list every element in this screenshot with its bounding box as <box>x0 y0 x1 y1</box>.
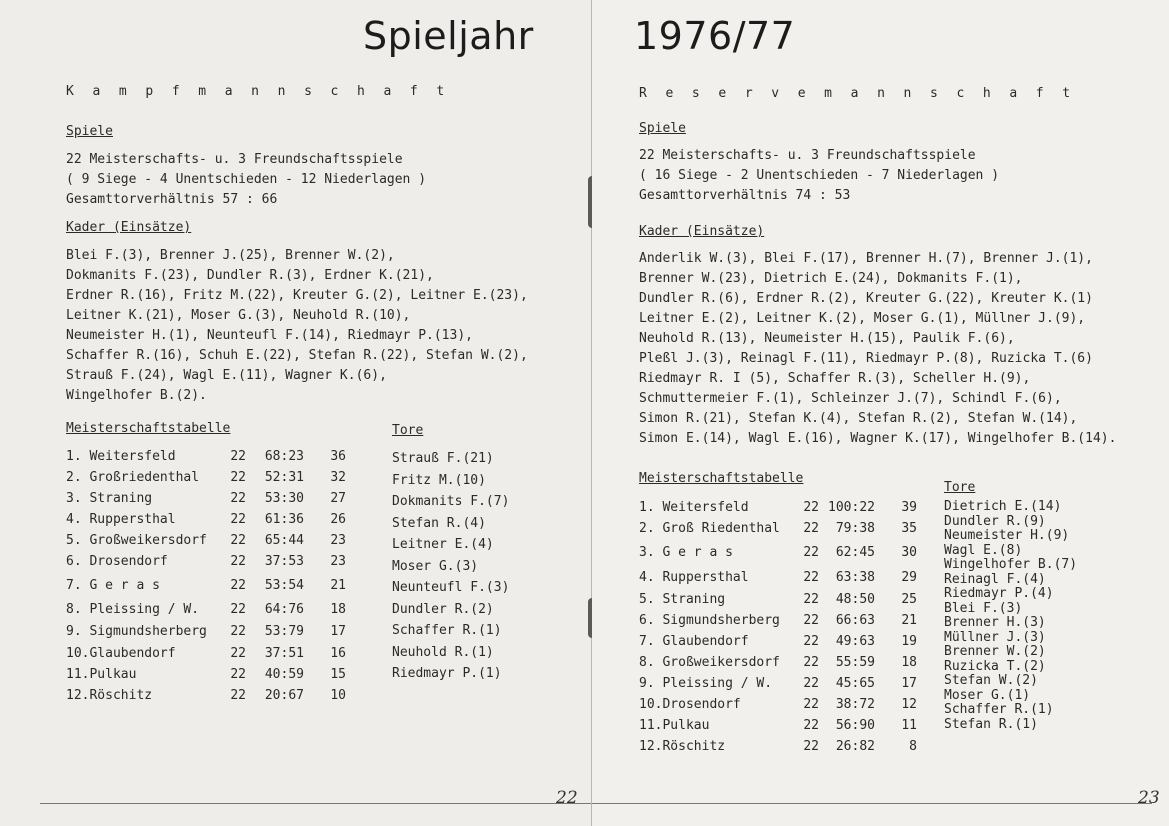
page-number-left: 22 <box>556 788 578 808</box>
table-cell-points: 18 <box>901 655 917 670</box>
squad-line: Blei F.(3), Brenner J.(25), Brenner W.(2), <box>66 248 395 263</box>
table-row <box>66 620 346 642</box>
table-cell-points: 21 <box>901 613 917 628</box>
table-cell-points: 25 <box>901 592 917 607</box>
table-cell-team: 3. Straning <box>66 491 153 506</box>
footer-rule <box>592 803 1152 804</box>
table-cell-games: 22 <box>230 688 246 703</box>
table-row <box>639 566 917 589</box>
table-row <box>66 446 346 467</box>
squad-line: Leitner E.(2), Leitner K.(2), Moser G.(1), Müllner J.(9), <box>639 311 1086 326</box>
table-cell-team: 9. Sigmundsherberg <box>66 623 207 639</box>
squad-line: Leitner K.(21), Moser G.(3), Neuhold R.(10), <box>66 308 411 323</box>
scorer-item: Brenner W.(2) <box>944 644 1046 659</box>
table-cell-points: 23 <box>330 533 346 548</box>
table-cell-goals: 62:45 <box>835 545 875 560</box>
table-cell-goals: 37:53 <box>264 554 304 569</box>
table-cell-points: 15 <box>330 667 346 682</box>
table-row <box>639 539 917 566</box>
table-cell-team: 11.Pulkau <box>639 718 710 733</box>
table-cell-goals: 66:63 <box>835 613 875 628</box>
table-cell-goals: 53:30 <box>264 491 304 506</box>
squad-heading: Kader (Einsätze) <box>639 224 765 239</box>
team-heading: R e s e r v e m a n n s c h a f t <box>639 86 1076 101</box>
squad-line: Erdner R.(16), Fritz M.(22), Kreuter G.(2), Leitner E.(23), <box>66 288 528 303</box>
table-row <box>639 518 917 539</box>
table-cell-games: 22 <box>230 512 246 527</box>
scorer-item: Reinagl F.(4) <box>944 571 1046 587</box>
table-cell-goals: 49:63 <box>835 634 875 649</box>
table-cell-goals: 53:79 <box>264 623 304 639</box>
table-cell-games: 22 <box>803 655 819 670</box>
table-cell-team: 10.Drosendorf <box>639 697 741 712</box>
squad-heading: Kader (Einsätze) <box>66 220 192 235</box>
table-cell-games: 22 <box>230 601 246 617</box>
scorer-item: Moser G.(3) <box>392 558 479 574</box>
scorer-item: Stefan R.(4) <box>392 515 486 531</box>
table-cell-team: 8. Pleissing / W. <box>66 601 200 617</box>
table-row <box>639 736 917 757</box>
scorer-item: Dundler R.(9) <box>944 513 1046 529</box>
squad-line: Neumeister H.(1), Neunteufl F.(14), Riedmayr P.(13), <box>66 328 473 343</box>
squad-line: Pleßl J.(3), Reinagl F.(11), Riedmayr P.(8), Ruzicka T.(6) <box>639 351 1093 366</box>
games-heading: Spiele <box>66 124 113 139</box>
table-row <box>66 572 346 598</box>
table-row <box>66 664 346 685</box>
table-cell-goals: 26:82 <box>835 739 875 754</box>
table-cell-goals: 40:59 <box>264 667 304 682</box>
table-cell-goals: 64:76 <box>264 601 304 617</box>
table-cell-points: 18 <box>330 601 346 617</box>
table-cell-points: 19 <box>901 634 917 649</box>
games-summary <box>66 150 426 210</box>
table-cell-points: 29 <box>901 570 917 585</box>
squad-line: Schmuttermeier F.(1), Schleinzer J.(7), Schindl F.(6), <box>639 391 1062 406</box>
scorer-item: Dietrich E.(14) <box>944 499 1062 514</box>
table-cell-team: 6. Sigmundsherberg <box>639 613 780 628</box>
table-cell-points: 27 <box>330 491 346 506</box>
table-cell-points: 36 <box>330 449 346 464</box>
scorers-list <box>944 500 1077 732</box>
games-heading: Spiele <box>639 121 686 136</box>
league-table <box>66 446 346 706</box>
table-cell-points: 23 <box>330 554 346 569</box>
table-cell-goals: 20:67 <box>264 688 304 703</box>
scorers-heading: Tore <box>944 480 976 495</box>
table-cell-team: 2. Groß Riedenthal <box>639 521 780 536</box>
table-cell-points: 10 <box>330 688 346 703</box>
games-line: Gesamttorverhältnis 57 : 66 <box>66 192 278 207</box>
scorer-item: Stefan W.(2) <box>944 673 1038 688</box>
table-cell-goals: 79:38 <box>835 521 875 536</box>
scorer-item: Wagl E.(8) <box>944 542 1023 558</box>
table-cell-games: 22 <box>803 739 819 754</box>
footer-rule <box>40 803 592 804</box>
table-row <box>66 488 346 509</box>
table-cell-goals: 38:72 <box>835 697 875 712</box>
scorer-item: Brenner H.(3) <box>944 615 1046 630</box>
table-cell-team: 4. Ruppersthal <box>66 512 176 527</box>
table-cell-games: 22 <box>230 533 246 548</box>
table-cell-team: 11.Pulkau <box>66 667 137 682</box>
table-cell-games: 22 <box>803 545 819 560</box>
table-cell-team: 9. Pleissing / W. <box>639 676 773 691</box>
scorer-item: Schaffer R.(1) <box>944 702 1054 717</box>
table-cell-games: 22 <box>230 491 246 506</box>
squad-line: Simon R.(21), Stefan K.(4), Stefan R.(2), Stefan W.(14), <box>639 411 1078 426</box>
scorer-item: Stefan R.(1) <box>944 716 1038 732</box>
scorer-item: Neuhold R.(1) <box>392 644 494 660</box>
table-cell-games: 22 <box>803 676 819 691</box>
team-heading: K a m p f m a n n s c h a f t <box>66 84 450 99</box>
table-row <box>639 631 917 652</box>
table-cell-team: 4. Ruppersthal <box>639 570 749 585</box>
table-row <box>66 467 346 488</box>
games-line: 22 Meisterschafts- u. 3 Freundschaftsspiele <box>639 148 976 163</box>
scorer-item: Müllner J.(3) <box>944 629 1046 645</box>
scorer-item: Neunteufl F.(3) <box>392 580 510 595</box>
table-cell-points: 21 <box>330 577 346 593</box>
table-cell-goals: 63:38 <box>835 570 875 585</box>
page-title-left: Spieljahr <box>363 14 534 58</box>
scorer-item: Strauß F.(21) <box>392 451 494 466</box>
table-cell-points: 11 <box>901 718 917 733</box>
table-row <box>639 694 917 715</box>
scorer-item: Leitner E.(4) <box>392 537 494 552</box>
squad-line: Dokmanits F.(23), Dundler R.(3), Erdner K.(21), <box>66 268 434 283</box>
table-cell-team: 7. G e r a s <box>66 577 160 593</box>
scorer-item: Blei F.(3) <box>944 600 1023 616</box>
squad-line: Neuhold R.(13), Neumeister H.(15), Paulik F.(6), <box>639 331 1015 346</box>
table-cell-points: 32 <box>330 470 346 485</box>
games-summary <box>639 146 999 206</box>
table-cell-points: 12 <box>901 697 917 712</box>
table-cell-games: 22 <box>803 570 819 585</box>
table-cell-games: 22 <box>230 645 246 661</box>
squad-line: Riedmayr R. I (5), Schaffer R.(3), Scheller H.(9), <box>639 371 1031 386</box>
right-page <box>592 0 1169 826</box>
table-cell-games: 22 <box>230 667 246 682</box>
page-title-right: 1976/77 <box>634 14 796 58</box>
table-cell-goals: 52:31 <box>264 470 304 485</box>
scorer-item: Schaffer R.(1) <box>392 623 502 638</box>
table-cell-goals: 53:54 <box>264 577 304 593</box>
table-cell-team: 3. G e r a s <box>639 545 733 560</box>
scorers-heading: Tore <box>392 423 424 438</box>
squad-line: Brenner W.(23), Dietrich E.(24), Dokmanits F.(1), <box>639 271 1023 286</box>
table-row <box>639 610 917 631</box>
table-cell-games: 22 <box>230 623 246 639</box>
table-cell-goals: 61:36 <box>264 512 304 527</box>
squad-line: Simon E.(14), Wagl E.(16), Wagner K.(17), Wingelhofer B.(14). <box>639 431 1117 446</box>
table-cell-team: 5. Straning <box>639 592 726 607</box>
table-cell-team: 2. Großriedenthal <box>66 470 200 485</box>
league-table <box>639 497 917 757</box>
table-row <box>639 589 917 610</box>
table-cell-team: 6. Drosendorf <box>66 554 168 569</box>
table-cell-team: 10.Glaubendorf <box>66 645 176 661</box>
table-row <box>66 509 346 530</box>
table-cell-points: 17 <box>330 623 346 639</box>
table-cell-games: 22 <box>803 500 819 515</box>
table-cell-team: 1. Weitersfeld <box>639 500 749 515</box>
table-cell-goals: 48:50 <box>835 592 875 607</box>
table-cell-points: 30 <box>901 545 917 560</box>
table-row <box>66 685 346 706</box>
table-cell-games: 22 <box>230 449 246 464</box>
table-row <box>66 598 346 620</box>
table-cell-team: 5. Großweikersdorf <box>66 533 207 548</box>
table-cell-goals: 65:44 <box>264 533 304 548</box>
table-cell-points: 35 <box>901 521 917 536</box>
table-cell-team: 12.Röschitz <box>66 688 153 703</box>
table-cell-team: 7. Glaubendorf <box>639 634 749 649</box>
games-line: ( 9 Siege - 4 Unentschieden - 12 Niederlagen ) <box>66 172 427 187</box>
scorer-item: Riedmayr P.(4) <box>944 586 1054 601</box>
squad-list <box>66 246 528 406</box>
games-line: Gesamttorverhältnis 74 : 53 <box>639 188 851 203</box>
scorer-item: Fritz M.(10) <box>392 472 486 488</box>
table-cell-goals: 45:65 <box>835 676 875 691</box>
scorer-item: Riedmayr P.(1) <box>392 666 502 681</box>
squad-line: Anderlik W.(3), Blei F.(17), Brenner H.(7), Brenner J.(1), <box>639 251 1093 266</box>
table-cell-games: 22 <box>803 697 819 712</box>
scorer-item: Moser G.(1) <box>944 687 1031 703</box>
scorer-item: Wingelhofer B.(7) <box>944 557 1078 572</box>
scorer-item: Dokmanits F.(7) <box>392 494 510 509</box>
league-table-heading: Meisterschaftstabelle <box>639 471 804 486</box>
table-cell-points: 17 <box>901 676 917 691</box>
table-cell-goals: 37:51 <box>264 645 304 661</box>
table-cell-goals: 55:59 <box>835 655 875 670</box>
table-cell-team: 8. Großweikersdorf <box>639 655 780 670</box>
table-row <box>66 642 346 664</box>
scorers-list <box>392 448 509 685</box>
table-cell-goals: 100:22 <box>828 500 875 515</box>
table-cell-games: 22 <box>803 521 819 536</box>
table-cell-goals: 68:23 <box>264 449 304 464</box>
squad-line: Dundler R.(6), Erdner R.(2), Kreuter G.(22), Kreuter K.(1) <box>639 291 1093 306</box>
table-row <box>66 551 346 572</box>
table-cell-games: 22 <box>230 577 246 593</box>
table-row <box>639 497 917 518</box>
table-cell-games: 22 <box>803 613 819 628</box>
scorer-item: Dundler R.(2) <box>392 601 494 617</box>
games-line: ( 16 Siege - 2 Unentschieden - 7 Niederlagen ) <box>639 168 1000 183</box>
league-table-heading: Meisterschaftstabelle <box>66 421 231 436</box>
table-row <box>66 530 346 551</box>
table-cell-team: 12.Röschitz <box>639 739 726 754</box>
squad-line: Strauß F.(24), Wagl E.(11), Wagner K.(6), <box>66 368 387 383</box>
table-cell-points: 39 <box>901 500 917 515</box>
table-cell-points: 26 <box>330 512 346 527</box>
table-cell-goals: 56:90 <box>835 718 875 733</box>
table-cell-points: 8 <box>909 739 917 754</box>
table-cell-games: 22 <box>803 718 819 733</box>
table-cell-games: 22 <box>230 554 246 569</box>
table-cell-games: 22 <box>803 592 819 607</box>
table-cell-points: 16 <box>330 645 346 661</box>
scorer-item: Ruzicka T.(2) <box>944 658 1046 674</box>
page-number-right: 23 <box>1138 788 1160 808</box>
games-line: 22 Meisterschafts- u. 3 Freundschaftsspiele <box>66 152 403 167</box>
table-cell-team: 1. Weitersfeld <box>66 449 176 464</box>
squad-line: Schaffer R.(16), Schuh E.(22), Stefan R.(22), Stefan W.(2), <box>66 348 528 363</box>
table-row <box>639 673 917 694</box>
table-row <box>639 715 917 736</box>
scorer-item: Neumeister H.(9) <box>944 528 1070 543</box>
squad-list <box>639 249 1116 449</box>
table-cell-games: 22 <box>803 634 819 649</box>
table-row <box>639 652 917 673</box>
squad-line: Wingelhofer B.(2). <box>66 388 207 403</box>
table-cell-games: 22 <box>230 470 246 485</box>
